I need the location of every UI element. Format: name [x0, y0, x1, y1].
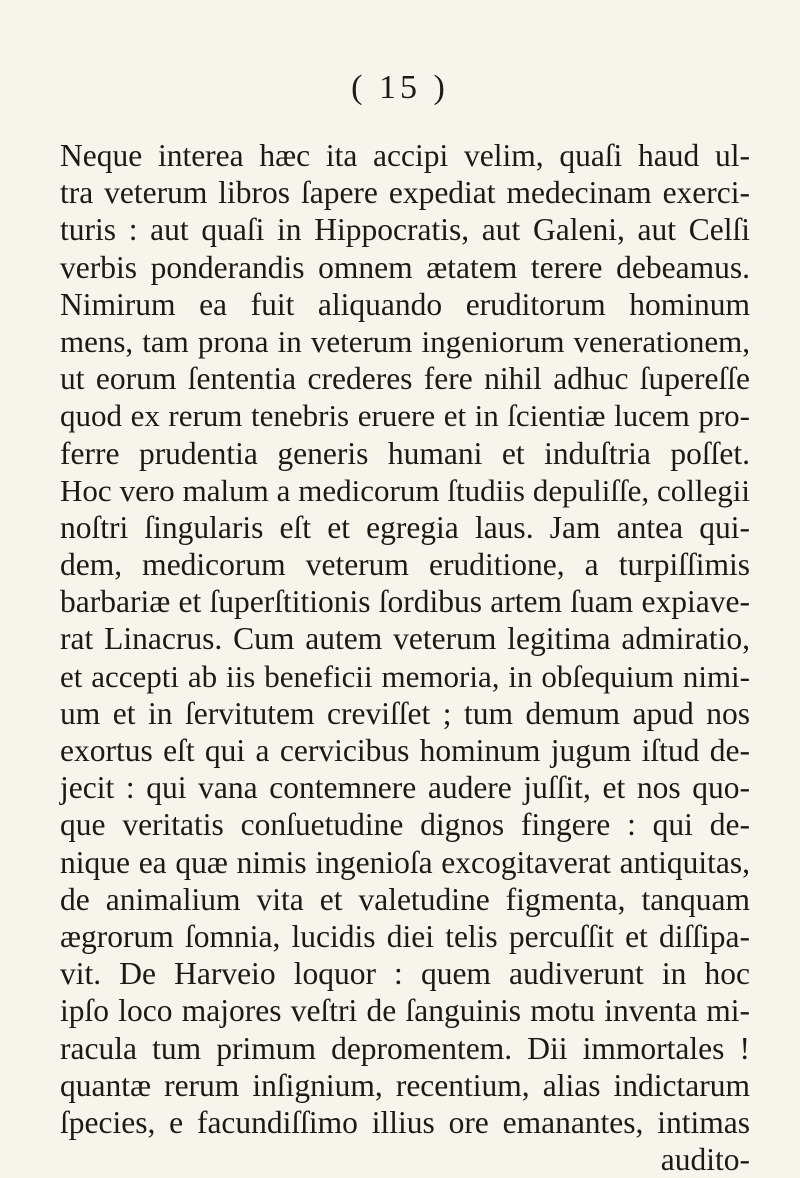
- text-line: ipſo loco majores veſtri de ſanguinis motu inventa mi-: [60, 993, 750, 1029]
- text-line: ſpecies, e facundiſſimo illius ore emanantes, intimas: [60, 1104, 750, 1140]
- text-line: jecit : qui vana contemnere audere juſſit, et nos quo-: [60, 770, 750, 806]
- text-line: barbariæ et ſuperſtitionis ſordibus artem ſuam expiave-: [60, 584, 750, 620]
- text-line: rat Linacrus. Cum autem veterum legitima admiratio,: [60, 621, 750, 657]
- text-line: exortus eſt qui a cervicibus hominum jugum iſtud de-: [60, 733, 750, 768]
- text-line: noſtri ſingularis eſt et egregia laus. Jam antea qui-: [60, 509, 750, 545]
- text-line: racula tum primum depromentem. Dii immortales !: [60, 1030, 750, 1066]
- text-line: Hoc vero malum a medicorum ſtudiis depuliſſe, collegii: [60, 472, 750, 508]
- text-line: Neque interea hæc ita accipi velim, quaſi haud ul-: [60, 138, 750, 173]
- text-line: ferre prudentia generis humani et induſtria poſſet.: [60, 435, 750, 471]
- text-line: vit. De Harveio loquor : quem audiverunt in hoc: [60, 956, 750, 992]
- text-line: Nimirum ea fuit aliquando eruditorum hominum: [60, 286, 750, 322]
- text-line: et accepti ab iis beneficii memoria, in obſequium nimi-: [60, 658, 750, 694]
- catchword: audito-: [660, 1142, 750, 1178]
- text-line: nique ea quæ nimis ingenioſa excogitaverat antiquitas,: [60, 844, 750, 880]
- text-line: ut eorum ſententia crederes fere nihil adhuc ſupereſſe: [60, 361, 750, 397]
- text-line: verbis ponderandis omnem ætatem terere debeamus.: [60, 249, 750, 285]
- body-text: [60, 137, 750, 1178]
- text-line: quod ex rerum tenebris eruere et in ſcientiæ lucem pro-: [60, 398, 750, 434]
- text-line: de animalium vita et valetudine figmenta, tanquam: [60, 881, 750, 917]
- text-line: tra veterum libros ſapere expediat medecinam exerci-: [60, 175, 750, 211]
- text-line: ægrorum ſomnia, lucidis diei telis percuſſit et diſſipa-: [60, 918, 750, 954]
- text-line: dem, medicorum veterum eruditione, a turpiſſimis: [60, 547, 750, 583]
- text-line: turis : aut quaſi in Hippocratis, aut Galeni, aut Celſi: [60, 212, 750, 248]
- page-number: ( 15 ): [351, 69, 449, 106]
- text-line: quantæ rerum inſignium, recentium, alias indictarum: [60, 1067, 750, 1103]
- text-line: um et in ſervitutem creviſſet ; tum demum apud nos: [60, 695, 750, 731]
- text-line: mens, tam prona in veterum ingeniorum venerationem,: [60, 323, 750, 359]
- text-line: que veritatis conſuetudine dignos fingere : qui de-: [60, 807, 750, 843]
